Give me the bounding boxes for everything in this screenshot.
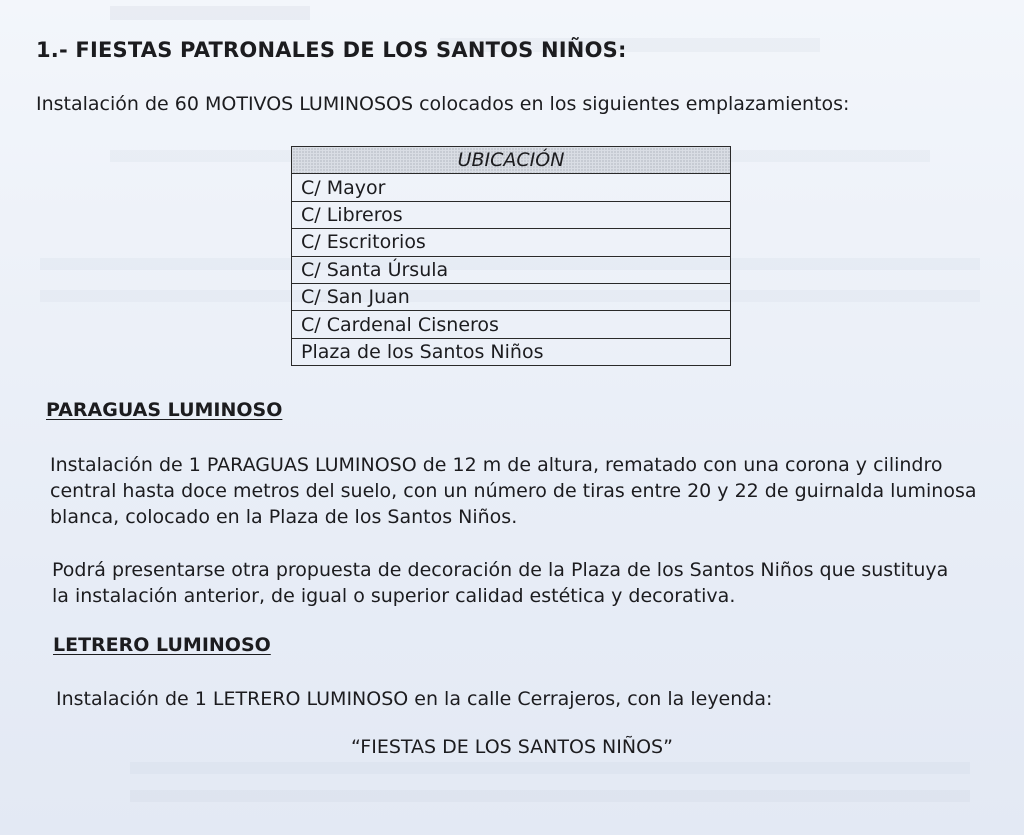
table-row bbox=[292, 311, 731, 338]
show-through-texture bbox=[130, 762, 970, 774]
table-row bbox=[292, 256, 731, 283]
letrero-title: LETRERO LUMINOSO bbox=[53, 634, 271, 656]
paragraph-line: Podrá presentarse otra propuesta de decoración de la Plaza de los Santos Niños que sustituya bbox=[52, 559, 949, 581]
table-cell: C/ Libreros bbox=[292, 201, 731, 228]
locations-table bbox=[291, 146, 731, 366]
paragraph-line: la instalación anterior, de igual o superior calidad estética y decorativa. bbox=[52, 585, 736, 607]
table-row bbox=[292, 229, 731, 256]
table-row bbox=[292, 201, 731, 228]
table-cell: Plaza de los Santos Niños bbox=[292, 338, 731, 365]
paraguas-paragraph bbox=[50, 452, 976, 530]
paragraph-line: Instalación de 1 PARAGUAS LUMINOSO de 12 m de altura, rematado con una corona y cilindro bbox=[50, 454, 943, 476]
show-through-texture bbox=[130, 790, 970, 802]
table-cell: C/ Escritorios bbox=[292, 229, 731, 256]
show-through-texture bbox=[110, 6, 310, 20]
table-cell: C/ San Juan bbox=[292, 283, 731, 310]
table-header-cell: UBICACIÓN bbox=[292, 147, 731, 174]
alternative-proposal-paragraph bbox=[52, 557, 948, 609]
table-cell: C/ Cardenal Cisneros bbox=[292, 311, 731, 338]
paragraph-line: blanca, colocado en la Plaza de los Santos Niños. bbox=[50, 506, 518, 528]
paraguas-title: PARAGUAS LUMINOSO bbox=[46, 399, 283, 421]
table-header-row bbox=[292, 147, 731, 174]
intro-text: Instalación de 60 MOTIVOS LUMINOSOS colocados en los siguientes emplazamientos: bbox=[36, 93, 850, 115]
sign-legend: “FIESTAS DE LOS SANTOS NIÑOS” bbox=[351, 736, 673, 758]
table-row bbox=[292, 174, 731, 201]
table-row bbox=[292, 338, 731, 365]
section-heading: 1.- FIESTAS PATRONALES DE LOS SANTOS NIÑOS: bbox=[36, 38, 627, 62]
table-row bbox=[292, 283, 731, 310]
letrero-paragraph: Instalación de 1 LETRERO LUMINOSO en la calle Cerrajeros, con la leyenda: bbox=[56, 688, 773, 710]
table-cell: C/ Santa Úrsula bbox=[292, 256, 731, 283]
paragraph-line: central hasta doce metros del suelo, con un número de tiras entre 20 y 22 de guirnalda luminosa bbox=[50, 480, 977, 502]
table-cell: C/ Mayor bbox=[292, 174, 731, 201]
